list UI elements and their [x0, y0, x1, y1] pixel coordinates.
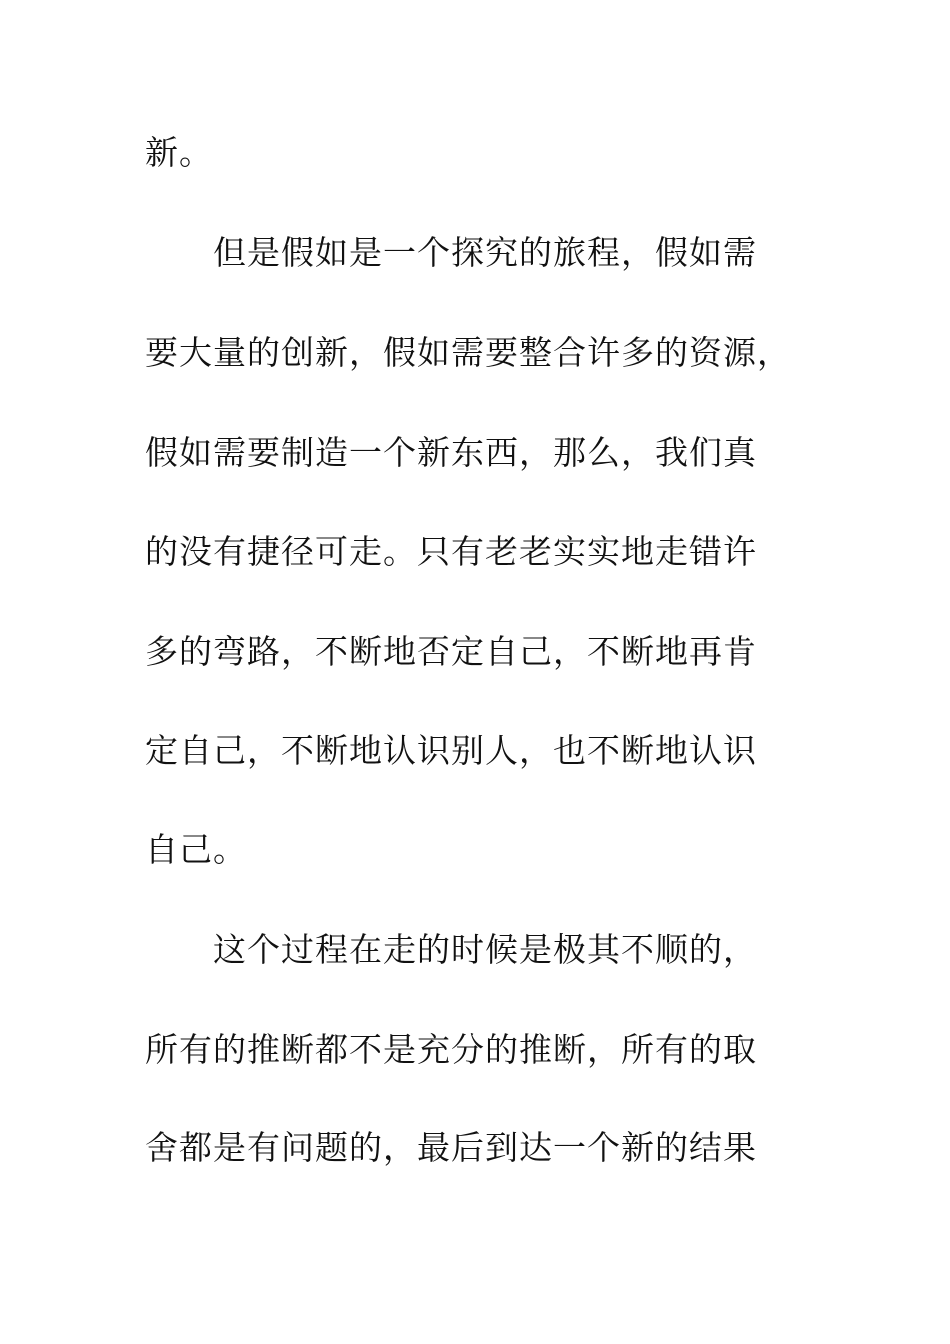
text-line: 定自己，不断地认识别人，也不断地认识: [145, 731, 757, 770]
text-line: 的没有捷径可走。只有老老实实地走错许: [145, 532, 757, 571]
text-line: 新。: [145, 133, 213, 172]
text-line: 要大量的创新，假如需要整合许多的资源，: [145, 333, 791, 372]
text-line: 自己。: [145, 830, 247, 869]
text-line: 舍都是有问题的，最后到达一个新的结果: [145, 1128, 757, 1167]
text-line: 所有的推断都不是充分的推断，所有的取: [145, 1030, 757, 1069]
paragraph-start-line: 这个过程在走的时候是极其不顺的，: [213, 930, 757, 969]
text-line: 多的弯路，不断地否定自己，不断地再肯: [145, 632, 757, 671]
text-line: 假如需要制造一个新东西，那么，我们真: [145, 433, 757, 472]
paragraph-start-line: 但是假如是一个探究的旅程，假如需: [213, 233, 757, 272]
